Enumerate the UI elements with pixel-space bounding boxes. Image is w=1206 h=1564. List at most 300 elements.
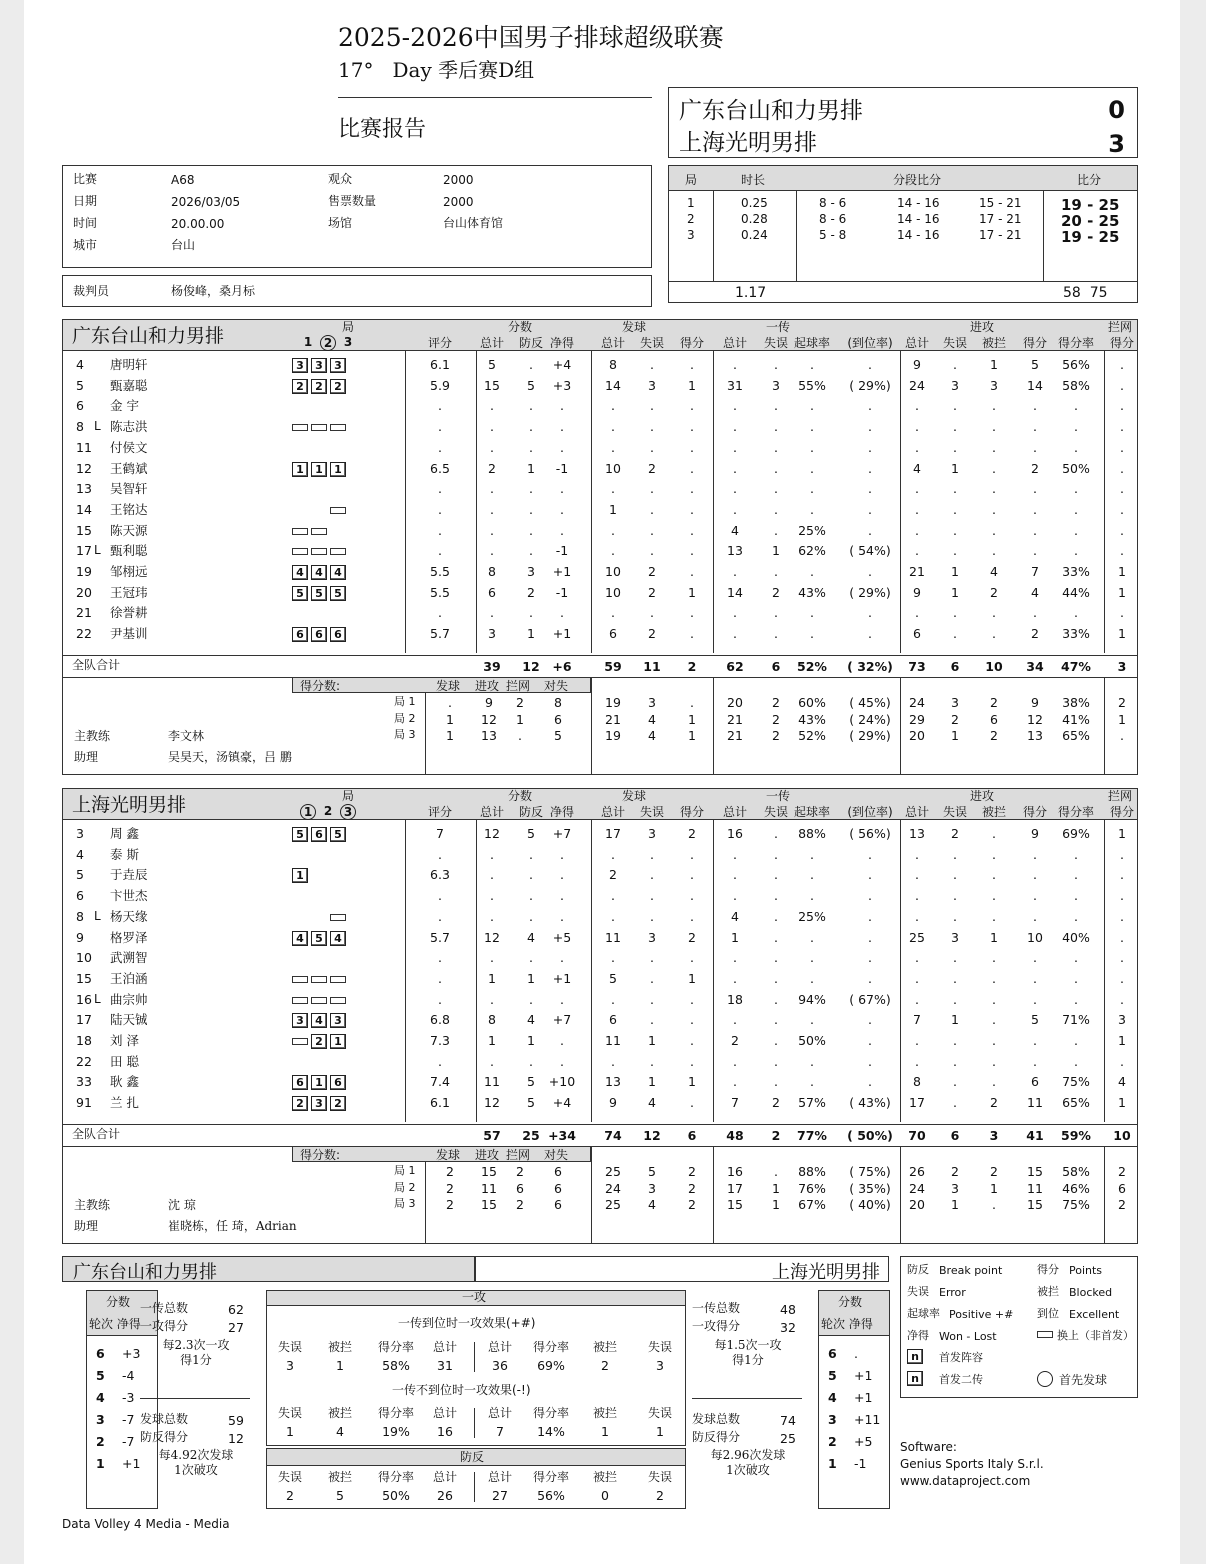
stat-cell: . — [868, 626, 872, 642]
team-total-cell: 6 — [950, 659, 960, 674]
stat-cell: . — [611, 605, 615, 621]
rotation-net: +1 — [854, 1390, 873, 1405]
divider — [338, 97, 652, 98]
center-col-header: 总计 — [487, 1340, 512, 1354]
by-set-points: . — [448, 695, 452, 710]
center-cell: 2 — [286, 1488, 294, 1503]
stat-cell: . — [1033, 908, 1037, 924]
starting-position: 3 — [311, 358, 327, 373]
substitute-mark — [311, 976, 327, 983]
by-set-cell: 21 — [605, 711, 621, 727]
starting-position: 5 — [292, 586, 308, 601]
stat-cell: . — [774, 481, 778, 497]
player-set-positions — [292, 479, 349, 498]
group-reception: 一传 — [766, 320, 791, 334]
stat-cell: 4 — [731, 908, 739, 924]
stat-cell: . — [1120, 460, 1124, 476]
stat-cell: . — [690, 991, 694, 1007]
by-set-cell: 43% — [798, 711, 826, 727]
stat-cell: . — [868, 1033, 872, 1048]
stat-cell: 13 — [909, 826, 925, 841]
team-total-label: 全队合计 — [72, 658, 121, 672]
team-total-cell: 11 — [643, 659, 661, 674]
by-set-cell: 2 — [688, 1180, 696, 1196]
stat-cell: . — [490, 481, 494, 497]
stat-cell: . — [690, 908, 694, 924]
libero-flag: L — [94, 908, 101, 923]
negative-title: 一传不到位时一攻效果(-!) — [392, 1383, 531, 1397]
substitute-mark — [311, 424, 327, 431]
stat-cell: . — [868, 481, 872, 497]
set-partial-3: 17 - 21 — [979, 212, 1022, 226]
set-number: 1 — [687, 196, 695, 210]
stat-cell: . — [560, 398, 564, 414]
player-number: 6 — [76, 888, 84, 904]
by-set-cell: ( 24%) — [849, 711, 891, 727]
stat-cell: . — [868, 439, 872, 455]
stat-cell: . — [868, 501, 872, 517]
by-set-points: 6 — [554, 711, 562, 727]
by-set-cell: 1 — [1118, 711, 1126, 727]
team-total-cell: 59% — [1061, 1128, 1091, 1143]
legend-sub: 换上（非首发） — [1057, 1329, 1134, 1342]
player-number: 5 — [76, 867, 84, 883]
stat-cell: 5 — [527, 1095, 535, 1111]
stat-cell: 3 — [990, 377, 998, 393]
stat-cell: . — [690, 950, 694, 966]
stat-cell: 2 — [648, 584, 656, 600]
stat-cell: 14 — [605, 377, 621, 393]
center-cell: 7 — [496, 1424, 504, 1439]
stat-cell: 1 — [1118, 1095, 1126, 1111]
stat-cell: . — [1074, 908, 1078, 924]
substitute-mark — [330, 914, 346, 921]
player-number: 17 — [76, 543, 92, 559]
by-set-cell: 3 — [648, 695, 656, 710]
stat-cell: . — [650, 867, 654, 883]
stat-cell: . — [560, 439, 564, 455]
stat-cell: . — [529, 605, 533, 621]
rotation-net: -3 — [122, 1390, 135, 1405]
team-total-cell: 57 — [483, 1128, 501, 1143]
stat-cell: . — [560, 522, 564, 538]
stat-cell: . — [529, 543, 533, 559]
stat-cell: . — [774, 398, 778, 414]
center-col-header: 得分率 — [377, 1406, 414, 1420]
stat-cell: . — [733, 950, 737, 966]
stat-cell: . — [490, 398, 494, 414]
by-set-points: 2 — [446, 1164, 454, 1179]
stat-cell: . — [868, 970, 872, 986]
stat-cell: 1 — [688, 584, 696, 600]
player-number: 19 — [76, 564, 92, 579]
center-col-header: 得分率 — [377, 1470, 414, 1484]
stat-cell: 3 — [1118, 1012, 1126, 1028]
stat-cell: +1 — [552, 564, 572, 579]
team-total-cell: 6 — [687, 1128, 697, 1143]
stat-cell: 6.1 — [430, 357, 450, 372]
libero-flag: L — [94, 991, 101, 1006]
stat-cell: . — [1120, 543, 1124, 559]
label-time: 时间 — [73, 216, 98, 230]
stat-cell: . — [690, 867, 694, 883]
away-team-name: 上海光明男排 — [679, 130, 817, 156]
stat-cell: 14 — [727, 584, 743, 600]
stat-cell: . — [1120, 950, 1124, 966]
stat-cell: . — [810, 846, 814, 862]
starter-legend-text: 首发二传 — [939, 1373, 983, 1386]
substitute-mark — [311, 548, 327, 555]
col-header: 总计 — [600, 336, 625, 350]
stat-cell: 5 — [527, 377, 535, 393]
software-label: Software: — [900, 1440, 957, 1454]
stat-cell: 5 — [488, 357, 496, 372]
stat-cell: . — [1074, 1033, 1078, 1048]
starting-position: 3 — [292, 1013, 308, 1028]
stat-cell: . — [774, 950, 778, 966]
center-col-header: 总计 — [432, 1470, 457, 1484]
value-date: 2026/03/05 — [171, 195, 241, 209]
set-partial-1: 8 - 6 — [819, 212, 847, 226]
stat-cell: 4 — [913, 460, 921, 476]
substitute-mark — [330, 507, 346, 514]
set-duration: 0.24 — [741, 228, 768, 242]
stat-cell: . — [1033, 991, 1037, 1007]
team-total-cell: 3 — [989, 1128, 999, 1143]
set-score: 19 - 25 — [1061, 196, 1120, 214]
stat-cell: 31 — [727, 377, 743, 393]
stat-cell: 1 — [1118, 584, 1126, 600]
breakpoint-points: 25 — [780, 1431, 796, 1446]
stat-cell: . — [1074, 522, 1078, 538]
stat-cell: 6.3 — [430, 867, 450, 883]
player-name: 兰 扎 — [110, 1095, 139, 1111]
team-total-cell: ( 32%) — [847, 659, 893, 674]
starter-legend-text: 首发阵容 — [939, 1351, 983, 1364]
stat-cell: . — [438, 543, 442, 559]
stat-cell: . — [774, 460, 778, 476]
stat-cell: 6 — [1031, 1074, 1039, 1090]
legend-meaning: Points — [1069, 1264, 1103, 1277]
stat-cell: . — [690, 501, 694, 517]
stat-cell: 12 — [484, 1095, 500, 1111]
stat-cell: . — [529, 867, 533, 883]
substitute-mark — [292, 424, 308, 431]
stat-cell: 2 — [648, 460, 656, 476]
rotation-number: 2 — [828, 1434, 837, 1449]
stat-cell: 10 — [605, 564, 621, 579]
player-number: 14 — [76, 501, 92, 517]
player-name: 王鹤斌 — [110, 460, 148, 476]
stat-cell: . — [810, 626, 814, 642]
stat-cell: 14 — [1027, 377, 1043, 393]
stat-cell: 33% — [1062, 626, 1090, 642]
stat-cell: . — [611, 908, 615, 924]
by-set-cell: 19 — [605, 695, 621, 710]
by-set-cell: 13 — [1027, 728, 1043, 743]
col-header: 得分率 — [1057, 805, 1094, 819]
stat-cell: . — [611, 888, 615, 904]
group-score: 分数 — [508, 320, 533, 334]
starting-position: 2 — [311, 1034, 327, 1049]
sideout-points: 32 — [780, 1320, 796, 1335]
stat-cell: . — [650, 543, 654, 559]
stat-cell: 4 — [731, 522, 739, 538]
coach-name: 李文林 — [168, 729, 205, 743]
by-set-cell: 2 — [990, 1164, 998, 1179]
by-set-points: 8 — [554, 695, 562, 710]
stat-cell: . — [992, 846, 996, 862]
player-set-positions — [292, 1052, 349, 1071]
stat-cell: . — [810, 888, 814, 904]
stat-cell: . — [953, 970, 957, 986]
stat-cell: 1 — [609, 501, 617, 517]
stat-cell: . — [611, 439, 615, 455]
stat-cell: 2 — [1031, 626, 1039, 642]
stat-cell: 2 — [648, 564, 656, 579]
set-mark: 2 — [323, 804, 333, 818]
group-attack: 进攻 — [970, 320, 995, 334]
stat-cell: -1 — [555, 460, 569, 476]
stat-cell: . — [774, 419, 778, 435]
set-number: 2 — [687, 212, 695, 226]
stat-cell: . — [733, 419, 737, 435]
by-set-points: 6 — [554, 1197, 562, 1212]
player-name: 陈志洪 — [110, 419, 148, 435]
substitute-mark — [330, 976, 346, 983]
stat-cell: . — [1074, 481, 1078, 497]
stat-cell: 71% — [1062, 1012, 1090, 1028]
starting-position: 4 — [292, 565, 308, 580]
center-col-header: 得分率 — [532, 1340, 569, 1354]
stat-cell: 1 — [648, 1033, 656, 1048]
stat-cell: . — [953, 908, 957, 924]
stat-cell: 1 — [1118, 1033, 1126, 1048]
col-header: 得分 — [1109, 805, 1134, 819]
stat-cell: . — [529, 888, 533, 904]
stat-cell: 2 — [648, 626, 656, 642]
set-partial-3: 15 - 21 — [979, 196, 1022, 210]
col-header: 评分 — [427, 805, 452, 819]
stat-cell: 18 — [727, 991, 743, 1007]
by-set-cell: 2 — [772, 728, 780, 743]
stat-cell: 7 — [1031, 564, 1039, 579]
starting-position: 5 — [292, 827, 308, 842]
by-set-points: 1 — [446, 728, 454, 743]
stat-cell: . — [774, 908, 778, 924]
legend-meaning: Error — [939, 1286, 966, 1299]
center-col-header: 失误 — [647, 1470, 672, 1484]
set-partial-2: 14 - 16 — [897, 228, 940, 242]
by-set-points: 2 — [516, 1164, 524, 1179]
stat-cell: . — [774, 564, 778, 579]
stat-cell: . — [560, 991, 564, 1007]
center-cell: 0 — [601, 1488, 609, 1503]
stat-cell: 7 — [436, 826, 444, 841]
stat-cell: . — [1120, 398, 1124, 414]
center-cell: 3 — [286, 1358, 294, 1373]
player-set-positions — [292, 824, 349, 843]
center-col-header: 被拦 — [592, 1470, 617, 1484]
stat-cell: . — [1033, 543, 1037, 559]
stat-cell: . — [953, 950, 957, 966]
label-city: 城市 — [73, 238, 98, 252]
team-total-label: 全队合计 — [72, 1127, 121, 1141]
stat-cell: . — [650, 419, 654, 435]
stat-cell: 7 — [731, 1095, 739, 1111]
stat-cell: . — [953, 867, 957, 883]
set-mark: 1 — [300, 804, 316, 820]
rotation-number: 4 — [828, 1390, 837, 1405]
stat-cell: 55% — [798, 377, 826, 393]
stat-cell: 10 — [1027, 929, 1043, 945]
stat-cell: 17 — [909, 1095, 925, 1111]
player-number: 33 — [76, 1074, 92, 1090]
set-mark: 3 — [343, 335, 353, 349]
starting-position: 1 — [292, 462, 308, 477]
player-name: 陈天源 — [110, 522, 148, 538]
bottom-away-bar — [475, 1256, 889, 1282]
col-header: 总计 — [904, 336, 929, 350]
center-col-header: 得分率 — [532, 1470, 569, 1484]
stat-cell: . — [953, 398, 957, 414]
stat-cell: 11 — [605, 929, 621, 945]
stat-cell: . — [774, 888, 778, 904]
legend-term: 起球率 — [907, 1307, 940, 1320]
stat-cell: . — [733, 481, 737, 497]
rotation-net: +5 — [854, 1434, 873, 1449]
stat-cell: . — [774, 439, 778, 455]
stat-cell: . — [650, 522, 654, 538]
team-total-cell: 73 — [908, 659, 926, 674]
by-set-cell: 24 — [909, 695, 925, 710]
points-hdr: 发球 — [436, 1148, 461, 1162]
by-set-cell: . — [992, 1197, 996, 1212]
by-set-cell: 24 — [605, 1180, 621, 1196]
by-set-cell: 2 — [990, 728, 998, 743]
col-header: 总计 — [904, 805, 929, 819]
rotation-number: 1 — [96, 1456, 105, 1471]
team-total-cell: +6 — [552, 659, 572, 674]
stat-cell: . — [774, 929, 778, 945]
stat-cell: 1 — [527, 460, 535, 476]
hdr-set: 局 — [342, 789, 355, 803]
substitute-mark — [292, 1038, 308, 1045]
by-set-cell: 5 — [648, 1164, 656, 1179]
stat-cell: . — [915, 439, 919, 455]
stat-cell: . — [560, 888, 564, 904]
stat-cell: . — [1074, 867, 1078, 883]
col-header: 被拦 — [981, 805, 1006, 819]
col-header: (到位率) — [847, 336, 893, 350]
player-name: 卞世杰 — [110, 888, 148, 904]
stat-cell: . — [992, 543, 996, 559]
player-set-positions — [292, 928, 349, 947]
stat-cell: 11 — [1027, 1095, 1043, 1111]
stat-cell: . — [690, 888, 694, 904]
center-cell: 1 — [336, 1358, 344, 1373]
center-cell: 5 — [336, 1488, 344, 1503]
stat-cell: . — [560, 950, 564, 966]
by-set-label: 局 3 — [394, 1197, 416, 1210]
points-label: 得分数: — [300, 679, 341, 693]
stat-cell: 1 — [527, 626, 535, 642]
by-set-cell: 26 — [909, 1164, 925, 1179]
stat-cell: . — [868, 398, 872, 414]
by-set-label: 局 1 — [394, 695, 416, 708]
stat-cell: . — [1033, 1033, 1037, 1048]
by-set-cell: ( 75%) — [849, 1164, 891, 1179]
stat-cell: . — [1033, 867, 1037, 883]
stat-cell: . — [438, 970, 442, 986]
stat-cell: 1 — [951, 584, 959, 600]
stat-cell: . — [1120, 419, 1124, 435]
stat-cell: 1 — [772, 543, 780, 559]
legend-term: 失误 — [907, 1285, 929, 1298]
stat-cell: 9 — [1031, 826, 1039, 841]
stat-cell: . — [774, 357, 778, 372]
stat-cell: 4 — [1118, 1074, 1126, 1090]
stat-cell: . — [690, 460, 694, 476]
by-set-points: . — [518, 728, 522, 743]
value-venue: 台山体育馆 — [443, 216, 504, 230]
center-cell: 19% — [382, 1424, 410, 1439]
stat-cell: . — [529, 419, 533, 435]
assistant-names: 崔晓栋，任 琦，Adrian — [168, 1219, 297, 1233]
stat-cell: 65% — [1062, 1095, 1090, 1111]
stat-cell: 1 — [488, 1033, 496, 1048]
stat-cell: 25% — [798, 908, 826, 924]
stat-cell: 1 — [488, 970, 496, 986]
stat-cell: . — [915, 1033, 919, 1048]
stat-cell: . — [915, 888, 919, 904]
rotation-net: +11 — [854, 1412, 881, 1427]
stat-cell: . — [1033, 970, 1037, 986]
stat-cell: . — [490, 522, 494, 538]
set-duration: 0.25 — [741, 196, 768, 210]
player-number: 11 — [76, 439, 92, 455]
stat-cell: . — [438, 605, 442, 621]
player-set-positions — [292, 1010, 349, 1029]
stat-cell: . — [733, 605, 737, 621]
player-name: 金 宇 — [110, 398, 139, 414]
stat-cell: . — [915, 543, 919, 559]
center-col-header: 失误 — [277, 1406, 302, 1420]
by-set-cell: 16 — [727, 1164, 743, 1179]
by-set-cell: 2 — [1118, 1164, 1126, 1179]
stat-cell: . — [992, 501, 996, 517]
rotation-number: 6 — [96, 1346, 105, 1361]
sideout-note: 每2.3次一攻 得1分 — [162, 1338, 230, 1367]
stat-cell: . — [915, 1053, 919, 1069]
col-header: 净得 — [549, 336, 574, 350]
stat-cell: 1 — [1118, 826, 1126, 841]
serve-total-label: 发球总数 — [140, 1412, 189, 1426]
group-block: 拦网 — [1108, 789, 1133, 803]
center-cell: 2 — [656, 1488, 664, 1503]
stat-cell: . — [1074, 543, 1078, 559]
stat-cell: 6 — [913, 626, 921, 642]
points-hdr: 对失 — [544, 679, 569, 693]
stat-cell: . — [611, 950, 615, 966]
stat-cell: . — [490, 991, 494, 1007]
stat-cell: . — [774, 501, 778, 517]
stat-cell: . — [810, 929, 814, 945]
stat-cell: 3 — [772, 377, 780, 393]
legend-meaning: Break point — [939, 1264, 1003, 1277]
stat-cell: . — [611, 991, 615, 1007]
by-set-cell: 65% — [1062, 728, 1090, 743]
